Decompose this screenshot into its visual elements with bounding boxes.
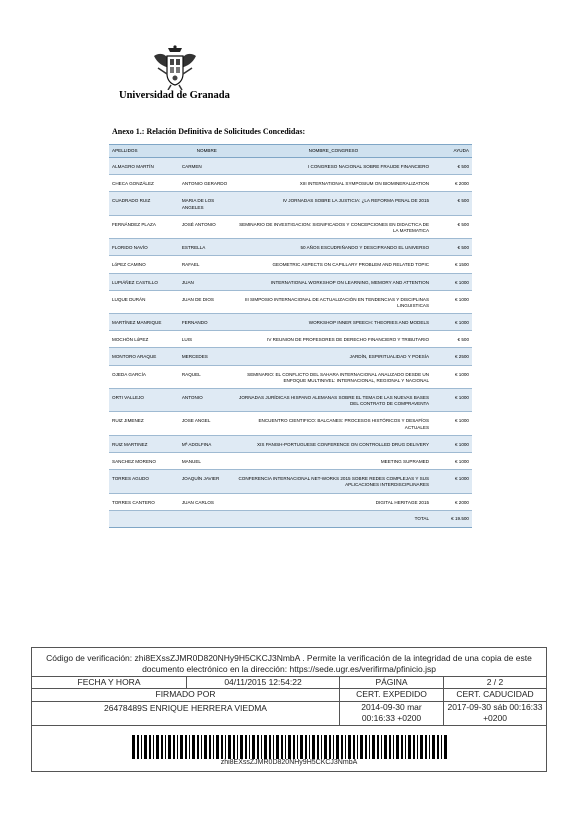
cell-ayuda: € 1000 (432, 314, 472, 331)
cell-congreso: III SIMPOSIO INTERNACIONAL DE ACTUALIZACIÓN EN TENDENCIAS Y DISCIPLINAS LINGUISTICAS (235, 290, 432, 313)
cell-apellidos: MOCHÓN LóPEZ (109, 331, 179, 348)
cell-nombre: FERNANDO (179, 314, 235, 331)
cell-ayuda: € 500 (432, 215, 472, 238)
divider (32, 725, 546, 726)
table-row (109, 389, 472, 412)
cell-nombre: MANUEL (179, 452, 235, 469)
cell-apellidos: RUIZ JIMENEZ (109, 412, 179, 435)
barcode-bar (216, 735, 219, 759)
cell-nombre: CARMEN (179, 158, 235, 175)
cell-nombre: JOSÉ ANTONIO (179, 215, 235, 238)
barcode-bar (197, 735, 199, 759)
column-header-congreso: NOMBRE_CONGRESO (235, 145, 432, 158)
table-row (109, 452, 472, 469)
barcode-bar (173, 735, 175, 759)
barcode-bar (240, 735, 243, 759)
firmado-value: 26478489S ENRIQUE HERRERA VIEDMA (104, 703, 267, 713)
caducidad-value: 2017-09-30 sáb 00:16:33 +0200 (447, 702, 543, 723)
barcode-bar (413, 735, 415, 759)
barcode-bar (312, 735, 315, 759)
cell-nombre: JOAQUÍN JAVIER (179, 470, 235, 493)
barcode-bar (161, 735, 163, 759)
barcode-bar (201, 735, 202, 759)
barcode-bar (353, 735, 355, 759)
verification-text: Código de verificación: zhi8EXssZJMR0D820NHy9H5CKCJ3NmbA . Permite la verificación de la integridad de una copia de este documento electrónico en la dirección: https://sede.ugr.es/verifirma/pfinicio.jsp (46, 653, 532, 675)
cell-apellidos: FERNÁNDEZ PLAZA (109, 215, 179, 238)
cell-nombre: ANTONIO GERARDO (179, 175, 235, 192)
barcode-bar (401, 735, 403, 759)
barcode-bar (324, 735, 327, 759)
barcode-bar (357, 735, 358, 759)
barcode-bar (180, 735, 183, 759)
column-header-ayuda: AYUDA (432, 145, 472, 158)
barcode-bar (165, 735, 166, 759)
barcode-bar (264, 735, 267, 759)
cell-ayuda: € 1000 (432, 435, 472, 452)
cell-congreso: JORNADAS JURÍDICAS HISPANO ALEMANAS SOBRE EL TEMA DE LAS NUEVAS BASES DEL CONTRATO DE COMPRAVENTA (235, 389, 432, 412)
cell-ayuda: € 1000 (432, 470, 472, 493)
cell-nombre: JUAN DE DIOS (179, 290, 235, 313)
table-row (109, 290, 472, 313)
barcode-bar (420, 735, 423, 759)
barcode-bar (189, 735, 190, 759)
barcode-bar (228, 735, 231, 759)
cell-apellidos: SANCHEZ MORENO (109, 452, 179, 469)
barcode-bar (437, 735, 439, 759)
cell-ayuda: € 2500 (432, 348, 472, 365)
barcode-bar (405, 735, 406, 759)
barcode-bar (377, 735, 379, 759)
barcode-bar (252, 735, 255, 759)
expedido-value: 2014-09-30 mar 00:16:33 +0200 (361, 702, 422, 723)
cell-congreso: WORKSHOP INNER SPEECH: THEORIES AND MODELS (235, 314, 432, 331)
barcode-bar (444, 735, 447, 759)
cell-ayuda: € 1000 (432, 290, 472, 313)
cell-ayuda: € 500 (432, 158, 472, 175)
expedido-label: CERT. EXPEDIDO (356, 689, 427, 699)
barcode-bar (177, 735, 178, 759)
table-row (109, 175, 472, 192)
cell-ayuda: € 1000 (432, 389, 472, 412)
cell-ayuda: € 1000 (432, 412, 472, 435)
total-label: TOTAL (235, 510, 432, 527)
barcode-bar (285, 735, 286, 759)
barcode-bar (341, 735, 343, 759)
cell-apellidos: LUPIÁÑEZ CASTILLO (109, 273, 179, 290)
table-row (109, 331, 472, 348)
barcode-bar (317, 735, 319, 759)
caducidad-label: CERT. CADUCIDAD (456, 689, 534, 699)
total-row (109, 510, 472, 527)
barcode-bar (408, 735, 411, 759)
cell-apellidos: ORTI VALLEJO (109, 389, 179, 412)
signature-box (31, 647, 547, 772)
barcode-bar (153, 735, 154, 759)
cell-ayuda: € 1000 (432, 273, 472, 290)
cell-congreso: 50 AÑOS ESCUDRIÑANDO Y DESCIFRANDO EL UNIVERSO (235, 239, 432, 256)
barcode-bar (249, 735, 250, 759)
barcode-bar (288, 735, 291, 759)
pagina-value: 2 / 2 (486, 677, 504, 687)
cell-nombre: ESTRELLA (179, 239, 235, 256)
cell-ayuda: € 1500 (432, 256, 472, 273)
university-name: Universidad de Granada (119, 90, 230, 101)
cell-ayuda: € 1000 (432, 452, 472, 469)
cell-congreso: INTERNATIONAL WORKSHOP ON LEARNING, MEMORY AND ATTENTION (235, 273, 432, 290)
cell-ayuda: € 500 (432, 192, 472, 215)
table-header-row (109, 145, 472, 158)
table-row (109, 314, 472, 331)
barcode-bar (137, 735, 139, 759)
table-row (109, 365, 472, 388)
cell-nombre: JUAN CARLOS (179, 493, 235, 510)
barcode-bar (273, 735, 274, 759)
barcode-bar (345, 735, 346, 759)
barcode-bar (156, 735, 159, 759)
table-row (109, 256, 472, 273)
cell-apellidos: MONTORO ARAQUE (109, 348, 179, 365)
cell-congreso: XIS PANISH-PORTUGUESE CONFERENCE ON CONTROLLED DRUG DELIVERY (235, 435, 432, 452)
table-row (109, 435, 472, 452)
barcode-bar (425, 735, 427, 759)
barcode-bar (293, 735, 295, 759)
barcode-bar (225, 735, 226, 759)
table-row (109, 192, 472, 215)
cell-ayuda: € 500 (432, 331, 472, 348)
table-row (109, 239, 472, 256)
barcode-bar (261, 735, 262, 759)
column-header-nombre: NOMBRE (179, 145, 235, 158)
column-header-apellidos: APELLIDOS (109, 145, 179, 158)
barcode-bar (309, 735, 310, 759)
cell-congreso: IV REUNION DE PROFESORES DE DERECHO FINANCIERO Y TRIBUTARIO (235, 331, 432, 348)
fecha-value: 04/11/2015 12:54:22 (224, 677, 302, 687)
table-row (109, 470, 472, 493)
barcode-bar (329, 735, 331, 759)
cell-nombre: MERCEDES (179, 348, 235, 365)
fecha-label: FECHA Y HORA (77, 677, 141, 687)
barcode-bar (305, 735, 307, 759)
grants-table (109, 144, 472, 528)
barcode-bar (221, 735, 223, 759)
barcode-bar (149, 735, 151, 759)
cell-apellidos: FLORIDO NAVÍO (109, 239, 179, 256)
cell-nombre: RAFAEL (179, 256, 235, 273)
barcode-text: zhi8EXssZJMR0D820NHy9H5CKCJ3NmbA (220, 759, 358, 766)
cell-ayuda: € 500 (432, 239, 472, 256)
cell-congreso: XIII INTERNATIONAL SYMPOSIUM ON BIOMINERALIZATION (235, 175, 432, 192)
table-row (109, 412, 472, 435)
barcode-bar (281, 735, 283, 759)
cell-congreso: ENCUENTRO CIENTIFICO: BALCANES: PROCESOS HISTÓRICOS Y DESAFÍOS ACTUALES (235, 412, 432, 435)
cell-congreso: GEOMETRIC ASPECTS ON CAPILLARY PROBLEM AND RELATED TOPIC (235, 256, 432, 273)
cell-congreso: SEMINARIO: EL CONFLICTO DEL SAHARA INTERNACIONAL ANALIZADO DESDE UN ENFOQUE MULTINIVEL: INTERNACIONAL, REGIONAL Y NACIONAL (235, 365, 432, 388)
barcode-bar (192, 735, 195, 759)
barcode-bar (336, 735, 339, 759)
cell-congreso: CONFERENCIA INTERNACIONAL NET-WORKS 2015 SOBRE REDES COMPLEJAS Y SUS APLICACIONES INTERDISCIPLINARES (235, 470, 432, 493)
barcode-bar (389, 735, 391, 759)
cell-ayuda: € 2000 (432, 493, 472, 510)
barcode-bar (237, 735, 238, 759)
cell-apellidos: ALMAGRO MARTÍN (109, 158, 179, 175)
table-row (109, 493, 472, 510)
barcode-bar (393, 735, 394, 759)
barcode-bar (396, 735, 399, 759)
barcode-bar (269, 735, 271, 759)
firmado-label: FIRMADO POR (155, 689, 216, 699)
cell-ayuda: € 1000 (432, 365, 472, 388)
barcode-bar (348, 735, 351, 759)
cell-congreso: DIGITAL HERITAGE 2015 (235, 493, 432, 510)
cell-apellidos: RUIZ MARTINEZ (109, 435, 179, 452)
barcode-bar (276, 735, 279, 759)
barcode-bar (360, 735, 363, 759)
barcode-bar (141, 735, 142, 759)
barcode-bar (381, 735, 382, 759)
cell-congreso: IV JORNADAS SOBRE LA JUSTICIA: ¿LA REFORMA PENAL DE 2015 (235, 192, 432, 215)
barcode-bar (144, 735, 147, 759)
cell-apellidos: TORRES AGUDO (109, 470, 179, 493)
barcode-bar (185, 735, 187, 759)
table-row (109, 273, 472, 290)
barcode-icon (130, 735, 450, 759)
cell-nombre: MARIA DE LOS ANGELES (179, 192, 235, 215)
university-crest-icon (150, 44, 200, 90)
cell-apellidos: CHECA GONZÁLEZ (109, 175, 179, 192)
barcode-bar (132, 735, 135, 759)
cell-ayuda: € 2000 (432, 175, 472, 192)
cell-apellidos: LUQUE DURÁN (109, 290, 179, 313)
cell-nombre: JOSE ANGEL (179, 412, 235, 435)
pagina-label: PÁGINA (375, 677, 408, 687)
table-row (109, 348, 472, 365)
barcode-bar (321, 735, 322, 759)
barcode-bar (300, 735, 303, 759)
table-row (109, 215, 472, 238)
barcode-bar (168, 735, 171, 759)
cell-congreso: JARDÍN, ESPIRITUALIDAD Y POESÍA (235, 348, 432, 365)
barcode-bar (245, 735, 247, 759)
barcode-bar (417, 735, 418, 759)
table-row (109, 158, 472, 175)
cell-apellidos: MARTÍNEZ MANRIQUE (109, 314, 179, 331)
cell-apellidos: OJEDA GARCÍA (109, 365, 179, 388)
barcode-bar (297, 735, 298, 759)
annex-title: Anexo 1.: Relación Definitiva de Solicitudes Concedidas: (112, 127, 306, 136)
barcode-bar (209, 735, 211, 759)
barcode-bar (333, 735, 334, 759)
cell-congreso: I CONGRESO NACIONAL SOBRE FRAUDE FINANCIERO (235, 158, 432, 175)
barcode-bar (204, 735, 207, 759)
cell-nombre: ANTONIO (179, 389, 235, 412)
barcode-bar (365, 735, 367, 759)
barcode-bar (369, 735, 370, 759)
barcode-bar (257, 735, 259, 759)
cell-congreso: SEMINARIO DE INVESTIGACION: SIGNIFICADOS Y CONCEPCIONES EN DIDACTICA DE LA MATEMATICA (235, 215, 432, 238)
cell-apellidos: CUADRADO RUIZ (109, 192, 179, 215)
barcode-bar (384, 735, 387, 759)
cell-nombre: RAQUEL (179, 365, 235, 388)
barcode-bar (213, 735, 214, 759)
barcode-bar (372, 735, 375, 759)
cell-apellidos: LóPEZ CAMINO (109, 256, 179, 273)
cell-apellidos: TORRES CANTERO (109, 493, 179, 510)
cell-congreso: MEETING SUPRAMED (235, 452, 432, 469)
total-value: € 19.500 (432, 510, 472, 527)
barcode-bar (429, 735, 430, 759)
barcode-bar (441, 735, 442, 759)
cell-nombre: Mª ADOLFINA (179, 435, 235, 452)
cell-nombre: LUIS (179, 331, 235, 348)
barcode-bar (233, 735, 235, 759)
barcode-bar (432, 735, 435, 759)
cell-nombre: JUAN (179, 273, 235, 290)
